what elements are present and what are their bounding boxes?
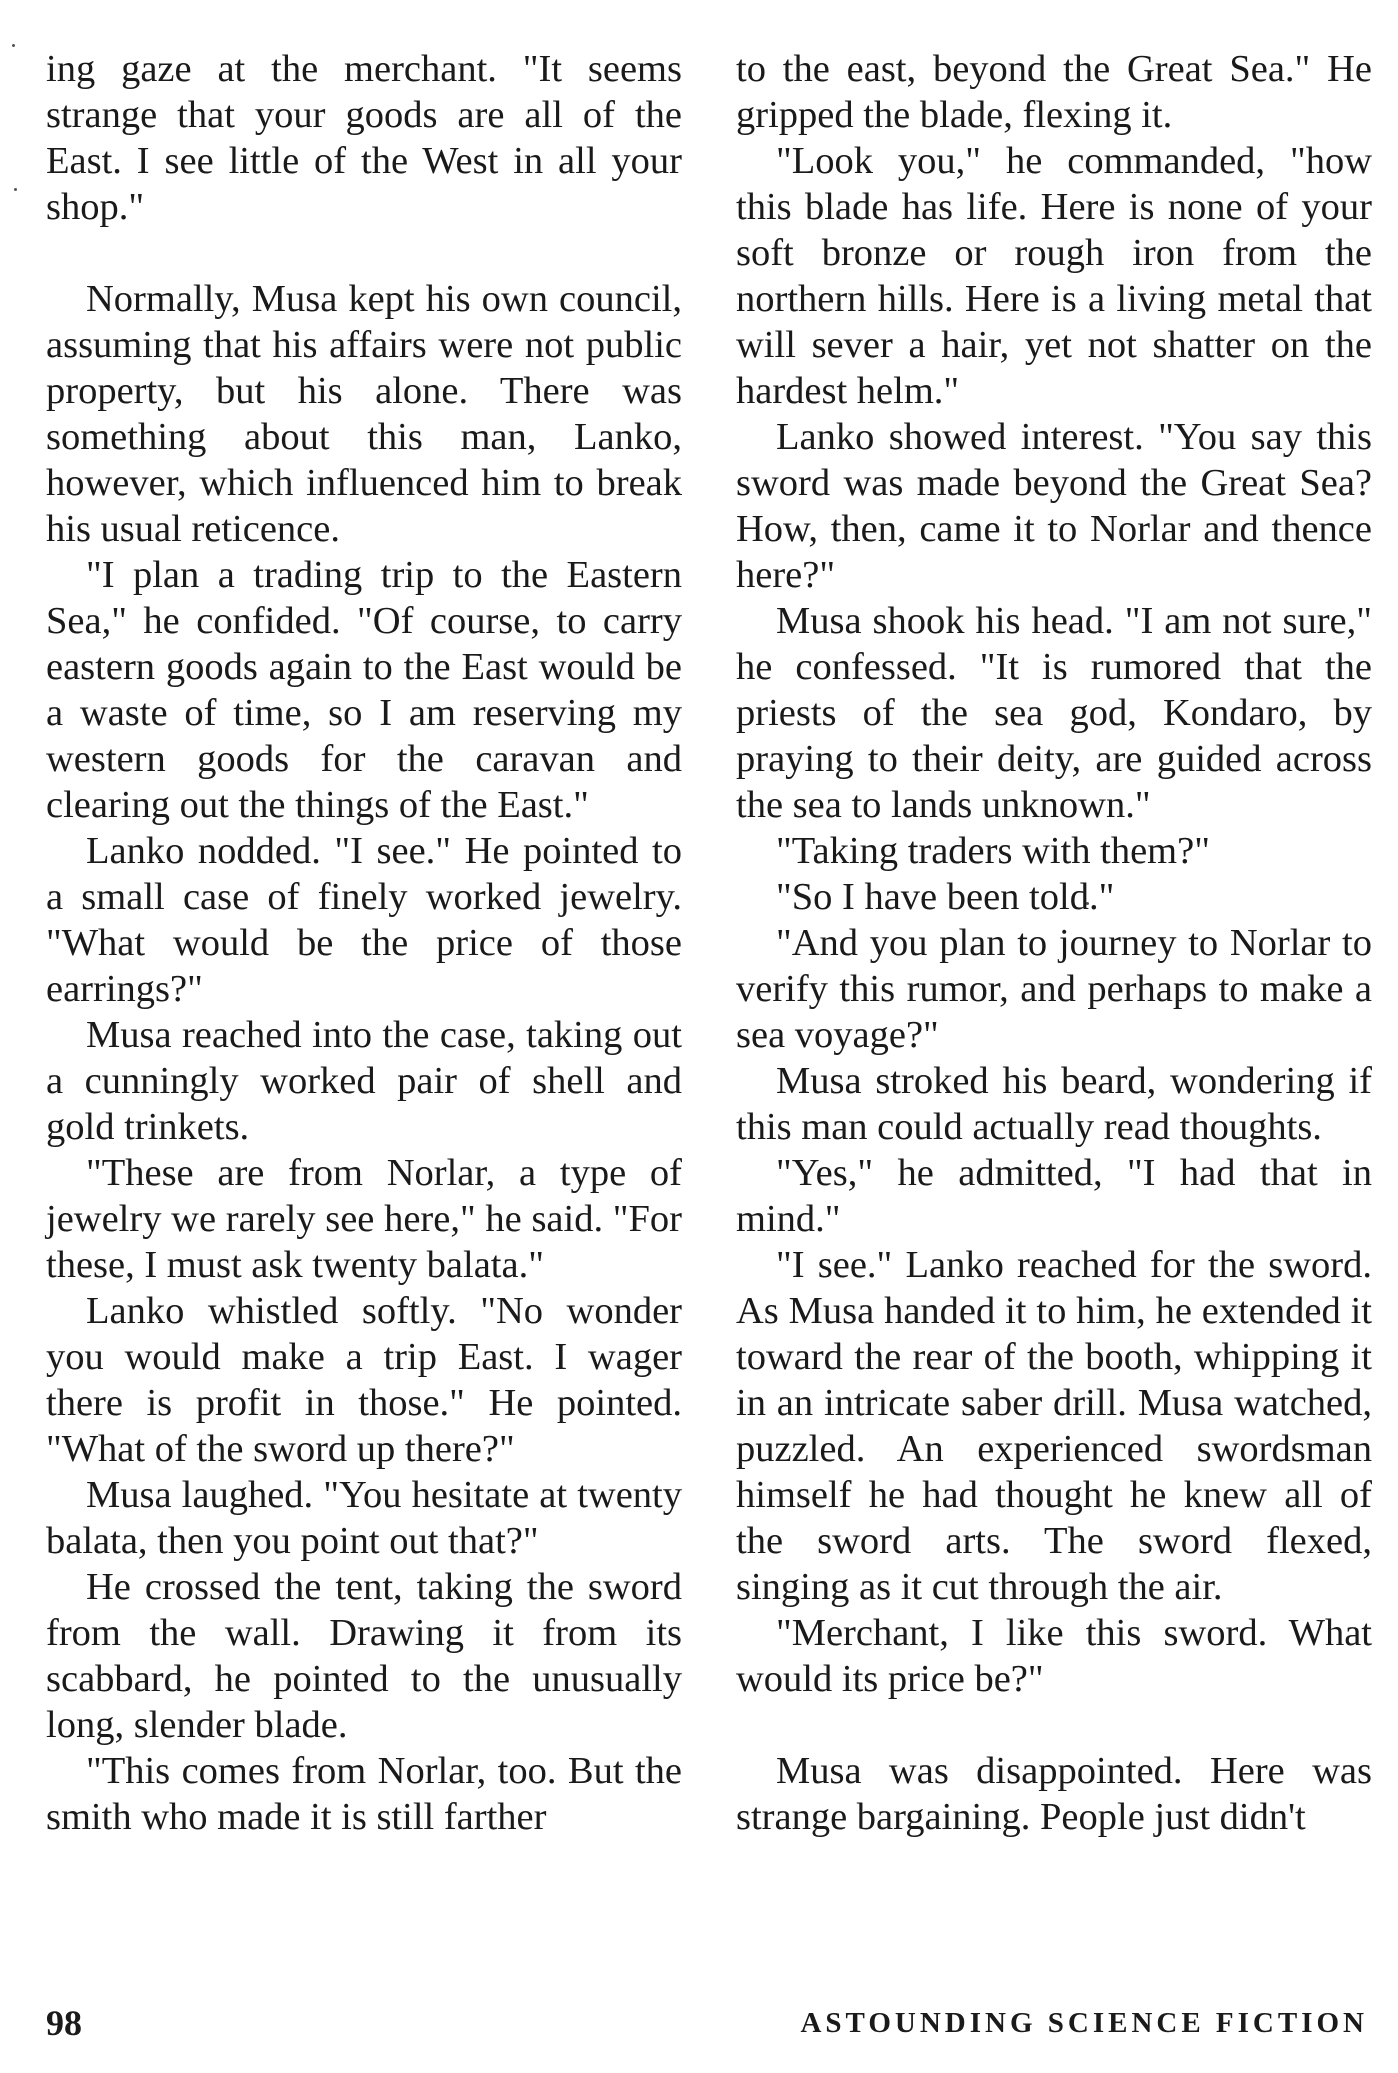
paragraph: "Taking traders with them?" [776,830,1210,872]
paragraph: "I plan a trading trip to the Eastern Sea," he confided. "Of course, to carry eastern goods again to the East would be a waste of time, so I am reserving my western goods for the caravan and clearing out the things of the East." [46,554,682,826]
paragraph: "These are from Norlar, a type of jewelry we rarely see here," he said. "For these, I must ask twenty balata." [46,1152,682,1286]
paragraph: Normally, Musa kept his own council, assuming that his affairs were not public property, but his alone. There was something about this man, Lanko, however, which influenced him to break his usual reticence. [46,278,682,550]
paragraph: "I see." Lanko reached for the sword. As Musa handed it to him, he extended it toward the rear of the booth, whipping it in an intricate saber drill. Musa watched, puzzled. An experienced swordsman himself he had thought he knew all of the sword arts. The sword flexed, singing as it cut through the air. [736,1244,1372,1608]
print-speck [14,188,17,191]
right-text-column [736,46,1372,1840]
paragraph: Musa shook his head. "I am not sure," he confessed. "It is rumored that the priests of the sea god, Kondaro, by praying to their deity, are guided across the sea to lands unknown." [736,600,1372,826]
paragraph: "Merchant, I like this sword. What would its price be?" [736,1612,1372,1700]
paragraph: "And you plan to journey to Norlar to verify this rumor, and perhaps to make a sea voyage?" [736,922,1372,1056]
paragraph: Lanko nodded. "I see." He pointed to a small case of finely worked jewelry. "What would be the price of those earrings?" [46,830,682,1010]
paragraph: "So I have been told." [776,876,1115,918]
paragraph: Musa laughed. "You hesitate at twenty balata, then you point out that?" [46,1474,682,1562]
print-speck [12,44,15,47]
paragraph: Musa was disappointed. Here was strange bargaining. People just didn't [736,1750,1372,1838]
running-head: ASTOUNDING SCIENCE FICTION [800,2007,1368,2039]
paragraph: Musa stroked his beard, wondering if this man could actually read thoughts. [736,1060,1372,1148]
page-number: 98 [46,2003,82,2043]
paragraph: "This comes from Norlar, too. But the smith who made it is still farther [46,1750,682,1838]
paragraph: ing gaze at the merchant. "It seems strange that your goods are all of the East. I see little of the West in all your shop." [46,48,682,228]
paragraph: He crossed the tent, taking the sword from the wall. Drawing it from its scabbard, he pointed to the unusually long, slender blade. [46,1566,682,1746]
left-text-column [46,46,682,1840]
paragraph: Musa reached into the case, taking out a cunningly worked pair of shell and gold trinkets. [46,1014,682,1148]
paragraph: to the east, beyond the Great Sea." He gripped the blade, flexing it. [736,48,1372,136]
paragraph: "Look you," he commanded, "how this blade has life. Here is none of your soft bronze or rough iron from the northern hills. Here is a living metal that will sever a hair, yet not shatter on the hardest helm." [736,140,1372,412]
paragraph: Lanko showed interest. "You say this sword was made beyond the Great Sea? How, then, came it to Norlar and thence here?" [736,416,1372,596]
paragraph: "Yes," he admitted, "I had that in mind." [736,1152,1372,1240]
paragraph: Lanko whistled softly. "No wonder you would make a trip East. I wager there is profit in those." He pointed. "What of the sword up there?" [46,1290,682,1470]
